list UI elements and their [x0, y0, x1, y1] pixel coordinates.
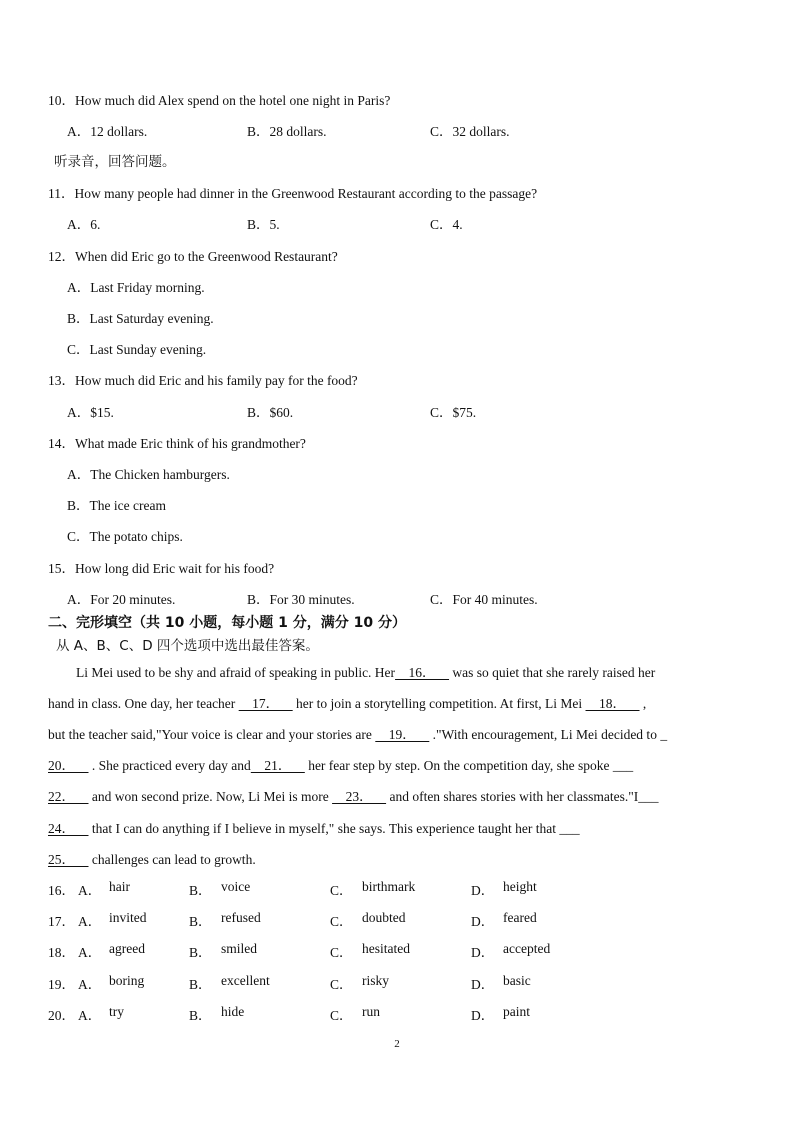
choice-b-text: excellent [221, 973, 270, 988]
page-number: 2 [394, 1038, 400, 1050]
choice-a-text: invited [109, 910, 147, 925]
choice-a-text: hair [109, 879, 130, 894]
choice-a-text: agreed [109, 941, 145, 956]
question-14-option-c: C．The potato chips. [67, 529, 183, 544]
question-15-option-c: C．For 40 minutes. [430, 592, 538, 607]
question-14-stem: 14．What made Eric think of his grandmother? [48, 436, 306, 451]
choice-b-letter: B． [189, 883, 212, 898]
choice-c-letter: C． [330, 945, 353, 960]
choice-c-text: risky [362, 973, 389, 988]
question-11-option-b: B．5. [247, 217, 280, 232]
blank-19: 19． [375, 727, 430, 742]
choice-number: 20． [48, 1008, 75, 1023]
question-14-option-b: B．The ice cream [67, 498, 166, 513]
question-13-option-a: A．$15. [67, 405, 114, 420]
choice-c-text: birthmark [362, 879, 416, 894]
choice-number: 18． [48, 945, 75, 960]
choice-c-letter: C． [330, 883, 353, 898]
choice-a-text: boring [109, 973, 145, 988]
choice-d-text: height [503, 879, 537, 894]
choice-d-text: paint [503, 1004, 530, 1019]
question-10-stem: 10．How much did Alex spend on the hotel one night in Paris? [48, 93, 391, 108]
passage-line-6: 24． that I can do anything if I believe in myself," she says. This experience taught her that ___ [48, 821, 580, 836]
choice-d-letter: D． [471, 883, 495, 898]
blank-21: 21． [250, 758, 305, 773]
choice-d-letter: D． [471, 914, 495, 929]
choice-b-text: voice [221, 879, 251, 894]
choice-b-text: hide [221, 1004, 245, 1019]
choice-a-letter: A． [78, 1008, 102, 1023]
choice-a-letter: A． [78, 883, 102, 898]
question-11-option-a: A．6. [67, 217, 101, 232]
question-10-option-c: C．32 dollars. [430, 124, 510, 139]
question-10-option-b: B．28 dollars. [247, 124, 327, 139]
section-2-title: 二、完形填空（共 10 小题，每小题 1 分，满分 10 分） [48, 615, 406, 631]
listening-instruction: 听录音，回答问题。 [54, 154, 176, 170]
choice-d-letter: D． [471, 945, 495, 960]
blank-22: 22． [48, 789, 89, 804]
blank-23: 23． [332, 789, 387, 804]
choice-b-text: refused [221, 910, 261, 925]
section-2-instruction: 从 A、B、C、D 四个选项中选出最佳答案。 [56, 638, 319, 654]
question-10-option-a: A．12 dollars. [67, 124, 148, 139]
choice-c-letter: C． [330, 977, 353, 992]
choice-b-letter: B． [189, 977, 212, 992]
passage-line-2: hand in class. One day, her teacher 17． her to join a storytelling competition. At first, Li Mei 18． , [48, 696, 647, 711]
question-15-option-b: B．For 30 minutes. [247, 592, 355, 607]
choice-d-text: basic [503, 973, 531, 988]
choice-d-text: accepted [503, 941, 551, 956]
choice-number: 16． [48, 883, 75, 898]
choice-a-text: try [109, 1004, 124, 1019]
question-12-stem: 12．When did Eric go to the Greenwood Restaurant? [48, 249, 338, 264]
choice-c-text: run [362, 1004, 380, 1019]
question-12-option-b: B．Last Saturday evening. [67, 311, 214, 326]
choice-b-letter: B． [189, 914, 212, 929]
choice-b-letter: B． [189, 1008, 212, 1023]
passage-line-5: 22． and won second prize. Now, Li Mei is more 23． and often shares stories with her classmates."I___ [48, 789, 659, 804]
choice-number: 19． [48, 977, 75, 992]
choice-a-letter: A． [78, 914, 102, 929]
choice-d-text: feared [503, 910, 537, 925]
choice-c-text: doubted [362, 910, 406, 925]
passage-line-7: 25． challenges can lead to growth. [48, 852, 256, 867]
blank-24: 24． [48, 821, 89, 836]
question-13-stem: 13．How much did Eric and his family pay for the food? [48, 373, 358, 388]
choice-a-letter: A． [78, 945, 102, 960]
choice-b-letter: B． [189, 945, 212, 960]
question-14-option-a: A．The Chicken hamburgers. [67, 467, 230, 482]
choice-d-letter: D． [471, 977, 495, 992]
question-11-stem: 11．How many people had dinner in the Greenwood Restaurant according to the passage? [48, 186, 538, 201]
choice-c-letter: C． [330, 1008, 353, 1023]
blank-17: 17． [238, 696, 293, 711]
blank-20: 20． [48, 758, 89, 773]
blank-16: 16． [395, 665, 450, 680]
choice-b-text: smiled [221, 941, 257, 956]
passage-line-4: 20． . She practiced every day and 21． her fear step by step. On the competition day, she spoke ___ [48, 758, 634, 773]
choice-number: 17． [48, 914, 75, 929]
blank-18: 18． [585, 696, 640, 711]
question-15-stem: 15．How long did Eric wait for his food? [48, 561, 275, 576]
question-13-option-b: B．$60. [247, 405, 294, 420]
question-13-option-c: C．$75. [430, 405, 477, 420]
blank-25: 25． [48, 852, 89, 867]
passage-line-3: but the teacher said,"Your voice is clear and your stories are 19． ."With encouragement, Li Mei decided to _ [48, 727, 668, 742]
question-12-option-a: A．Last Friday morning. [67, 280, 205, 295]
choice-d-letter: D． [471, 1008, 495, 1023]
question-15-option-a: A．For 20 minutes. [67, 592, 176, 607]
question-12-option-c: C．Last Sunday evening. [67, 342, 207, 357]
choice-c-text: hesitated [362, 941, 410, 956]
choice-c-letter: C． [330, 914, 353, 929]
passage-line-1: Li Mei used to be shy and afraid of speaking in public. Her 16． was so quiet that she rarely raised her [76, 665, 656, 680]
question-11-option-c: C．4. [430, 217, 463, 232]
choice-a-letter: A． [78, 977, 102, 992]
